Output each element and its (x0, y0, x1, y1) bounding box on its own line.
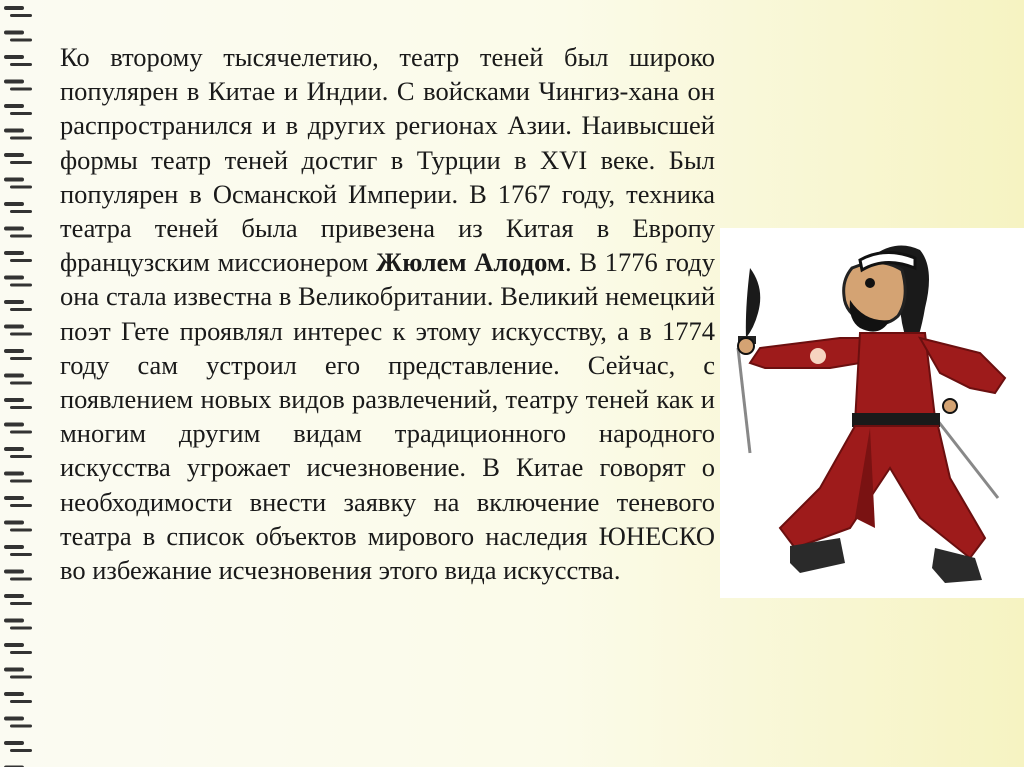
spiral-ring (4, 251, 24, 255)
spiral-ring (4, 300, 24, 304)
spiral-ring (4, 741, 24, 745)
spiral-ring (4, 374, 24, 378)
spiral-ring (10, 284, 32, 287)
spiral-ring (10, 431, 32, 434)
spiral-ring (10, 455, 32, 458)
spiral-ring (10, 308, 32, 311)
spiral-ring (10, 88, 32, 91)
spiral-ring (4, 423, 24, 427)
text-part-1: Ко второму тысячелетию, театр теней был широко популярен в Китае и Индии. С войсками Чингиз-хана он распространился и в других регионах Азии. Наивысшей формы театр теней достиг в Турции в XVI веке. Был популярен в Османской Империи. В 1767 году, техника театра теней была привезена из Китая в Европу французским миссионером (60, 42, 715, 278)
spiral-ring (4, 178, 24, 182)
spiral-ring (10, 676, 32, 679)
spiral-ring (4, 80, 24, 84)
spiral-ring (4, 227, 24, 231)
spiral-ring (10, 480, 32, 483)
spiral-ring (4, 521, 24, 525)
spiral-ring (10, 529, 32, 532)
spiral-ring (4, 619, 24, 623)
spiral-ring (4, 31, 24, 35)
spiral-ring (10, 63, 32, 66)
spiral-ring (10, 553, 32, 556)
spiral-ring (10, 725, 32, 728)
spiral-ring (10, 651, 32, 654)
spiral-ring (4, 545, 24, 549)
spiral-ring (10, 578, 32, 581)
spiral-ring (10, 333, 32, 336)
spiral-ring (4, 202, 24, 206)
text-part-2: . В 1776 году она стала известна в Великобритании. Великий немецкий поэт Гете проявлял интерес к этому искусству, а в 1774 году сам устроил его представление. Сейчас, с появлением новых видов развлечений, театру теней как и многим другим видам традиционного народного искусства угрожает исчезновение. В Китае говорят о необходимости внести заявку на включение теневого театра в список объектов мирового наследия ЮНЕСКО во избежание исчезновения этого вида искусства. (60, 247, 715, 586)
missionary-name: Жюлем Алодом (376, 247, 565, 278)
spiral-ring (4, 6, 24, 10)
spiral-ring (4, 129, 24, 133)
spiral-ring (4, 325, 24, 329)
spiral-ring (4, 153, 24, 157)
spiral-ring (10, 161, 32, 164)
spiral-ring (4, 349, 24, 353)
spiral-ring (10, 235, 32, 238)
spiral-ring (4, 104, 24, 108)
spiral-ring (10, 700, 32, 703)
spiral-ring (10, 382, 32, 385)
spiral-ring (4, 643, 24, 647)
notebook-spiral-binding (0, 0, 40, 767)
spiral-ring (10, 602, 32, 605)
shadow-puppet-image (720, 228, 1024, 598)
spiral-ring (4, 496, 24, 500)
spiral-ring (10, 112, 32, 115)
spiral-ring (10, 627, 32, 630)
spiral-ring (10, 504, 32, 507)
spiral-ring (4, 570, 24, 574)
spiral-ring (4, 276, 24, 280)
main-text (60, 40, 715, 587)
spiral-ring (10, 186, 32, 189)
spiral-ring (10, 39, 32, 42)
spiral-ring (4, 594, 24, 598)
spiral-ring (10, 14, 32, 17)
spiral-ring (10, 406, 32, 409)
spiral-ring (4, 447, 24, 451)
spiral-rings-icon (0, 0, 40, 767)
spiral-ring (10, 749, 32, 752)
spiral-ring (4, 717, 24, 721)
spiral-ring (4, 472, 24, 476)
spiral-ring (4, 692, 24, 696)
spiral-ring (4, 668, 24, 672)
spiral-ring (4, 398, 24, 402)
shadow-puppet-figure-icon (720, 228, 1024, 598)
spiral-ring (10, 357, 32, 360)
spiral-ring (10, 137, 32, 140)
spiral-ring (10, 210, 32, 213)
spiral-ring (4, 55, 24, 59)
spiral-ring (10, 259, 32, 262)
